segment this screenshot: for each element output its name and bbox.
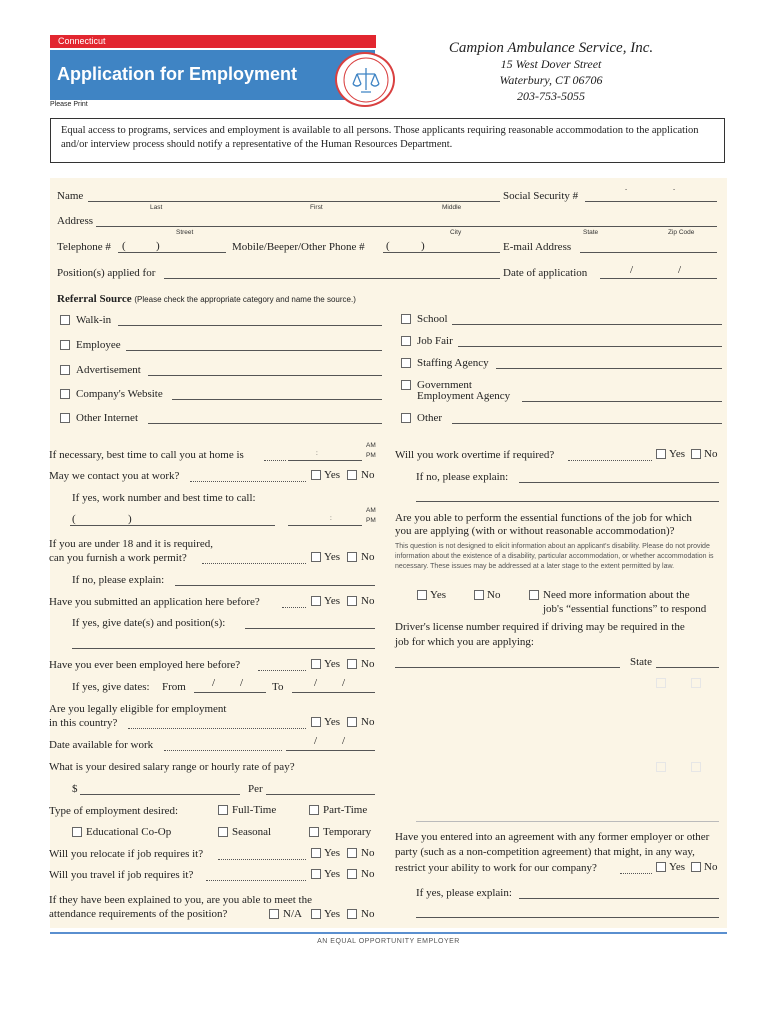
company-block [420,40,682,104]
agreement-yes-checkbox[interactable] [656,862,666,872]
mob-paren-open: ( [386,240,390,252]
faded-field[interactable] [416,821,719,822]
tel-paren-open: ( [122,240,126,252]
other-internet-field[interactable] [148,423,382,424]
need-info-label-a: Need more information about the [543,589,690,601]
dollar-sign: $ [72,783,78,795]
company-street: 15 West Dover Street [500,57,602,71]
dot-leader [164,750,282,751]
attendance-label-a: If they have been explained to you, are you able to meet the [49,894,312,906]
equal-access-notice: Equal access to programs, services and employment is available to all persons. Those applicants requiring reasonable accommodation to the application and/or interview process should notify a representative of the Human Resources Department. [50,118,725,163]
other-label: Other [417,412,443,424]
license-state-field[interactable] [656,667,719,668]
salary-field[interactable] [80,794,240,795]
dot-leader [568,460,652,461]
overtime-explain-field-2[interactable] [416,501,719,502]
submitted-dates-field[interactable] [245,628,375,629]
walkin-checkbox[interactable] [60,315,70,325]
referral-hint: (Please check the appropriate category and name the source.) [134,295,356,304]
to-slash-1: / [314,677,318,689]
dot-leader [258,670,306,671]
last-sublabel: Last [150,204,163,211]
travel-no-checkbox[interactable] [347,869,357,879]
work-paren-open: ( [72,513,76,525]
from-date-field[interactable] [194,692,266,693]
legally-yes-checkbox[interactable] [311,717,321,727]
city-sublabel: City [450,229,462,236]
zip-sublabel: Zip Code [668,229,695,236]
best-time-pm: PM [366,452,376,459]
legally-no-checkbox[interactable] [347,717,357,727]
name-field[interactable] [88,201,500,202]
yes-label: Yes [324,658,341,670]
license-number-field[interactable] [395,667,620,668]
mobile-label: Mobile/Beeper/Other Phone # [232,241,365,253]
government-checkbox[interactable] [401,380,411,390]
date-app-label: Date of application [503,267,588,279]
dot-leader [282,607,306,608]
work-time-colon: : [330,515,332,522]
school-checkbox[interactable] [401,314,411,324]
need-info-label-b: job's “essential functions” to respond [543,603,707,615]
yes-label: Yes [324,908,341,920]
employed-no-checkbox[interactable] [347,659,357,669]
attendance-label-b: attendance requirements of the position? [49,908,228,920]
agreement-explain-field[interactable] [519,898,719,899]
submitted-before-label: Have you submitted an application here before? [49,596,260,608]
fulltime-checkbox[interactable] [218,805,228,815]
submitted-dates-field-2[interactable] [72,648,375,649]
staffing-label: Staffing Agency [417,357,489,369]
essential-label-a: Are you able to perform the essential functions of the job for which [395,512,692,524]
under18-label-b: can you furnish a work permit? [49,552,187,564]
company-phone: 203-753-5055 [517,89,585,103]
permit-yes-checkbox[interactable] [311,552,321,562]
walkin-field[interactable] [118,325,382,326]
date-app-field[interactable] [600,278,717,279]
work-time-pm: PM [366,517,376,524]
license-label-a: Driver's license number required if driving may be required in the [395,621,685,633]
best-time-field[interactable] [288,460,362,461]
no-label: No [361,658,375,670]
yes-label: Yes [324,716,341,728]
company-city: Waterbury, CT 06706 [499,73,603,87]
essential-no-checkbox[interactable] [474,590,484,600]
work-time-field[interactable] [288,525,362,526]
no-label: No [704,861,718,873]
disability-disclaimer: This question is not designed to elicit information about an applicant's disability. Please do not provide information about the existence of a disability, particular accommodation, or whether accommodation is necessary. These issues may be addressed at a later stage to the extent permitted by law. [395,543,714,570]
other-checkbox[interactable] [401,413,411,423]
from-slash-1: / [212,677,216,689]
per-field[interactable] [266,794,375,795]
agreement-explain-field-2[interactable] [416,917,719,918]
eoe-footer: AN EQUAL OPPORTUNITY EMPLOYER [317,938,460,945]
telephone-label: Telephone # [57,241,111,253]
submitted-yes-checkbox[interactable] [311,596,321,606]
na-label: N/A [283,908,302,920]
school-label: School [417,313,448,325]
footer-rule [50,932,727,934]
overtime-label: Will you work overtime if required? [395,449,555,461]
no-label: No [704,448,718,460]
email-field[interactable] [580,252,717,253]
dot-leader [202,563,306,564]
no-label: No [361,469,375,481]
positions-field[interactable] [164,278,500,279]
agreement-label-b: party (such as a non-competition agreement) that might, in any way, [395,846,695,858]
mob-paren-close: ) [421,240,425,252]
contact-work-no-checkbox[interactable] [347,470,357,480]
name-label: Name [57,190,84,202]
positions-label: Position(s) applied for [57,267,156,279]
from-label: From [162,681,186,693]
no-label: No [361,868,375,880]
government-field[interactable] [522,401,722,402]
coop-label: Educational Co-Op [86,826,172,838]
faded-checkbox [656,678,666,688]
dot-leader [620,873,652,874]
submitted-dates-label: If yes, give date(s) and position(s): [72,617,226,629]
faded-section [395,676,720,796]
fulltime-label: Full-Time [232,804,277,816]
ssn-dash-1: - [625,186,628,193]
agreement-explain-label: If yes, please explain: [416,887,512,899]
telephone-field[interactable] [118,252,226,253]
salary-label: What is your desired salary range or hourly rate of pay? [49,761,295,773]
travel-label: Will you travel if job requires it? [49,869,194,881]
overtime-no-checkbox[interactable] [691,449,701,459]
advertisement-label: Advertisement [76,364,141,376]
relocate-label: Will you relocate if job requires it? [49,848,204,860]
contact-work-yes-checkbox[interactable] [311,470,321,480]
staffing-field[interactable] [496,368,722,369]
address-field[interactable] [96,226,717,227]
yes-label: Yes [669,448,686,460]
legally-label-b: in this country? [49,717,118,729]
school-field[interactable] [452,324,722,325]
best-time-colon: : [316,450,318,457]
referral-heading [57,293,356,306]
license-state-label: State [630,656,652,668]
need-info-checkbox[interactable] [529,590,539,600]
faded-checkbox [691,762,701,772]
employed-before-label: Have you ever been employed here before? [49,659,241,671]
dot-leader [128,728,306,729]
no-label: No [361,551,375,563]
jobfair-field[interactable] [458,346,722,347]
attend-yes-checkbox[interactable] [311,909,321,919]
agreement-no-checkbox[interactable] [691,862,701,872]
to-slash-2: / [342,677,346,689]
no-label: No [361,847,375,859]
permit-no-checkbox[interactable] [347,552,357,562]
dot-leader [206,880,306,881]
relocate-yes-checkbox[interactable] [311,848,321,858]
overtime-explain-field[interactable] [519,482,719,483]
agreement-label-a: Have you entered into an agreement with any former employer or other [395,831,710,843]
street-sublabel: Street [176,229,194,236]
dot-leader [218,859,306,860]
seasonal-label: Seasonal [232,826,272,838]
faded-checkbox [656,762,666,772]
government-label: Government [417,379,472,391]
jobfair-checkbox[interactable] [401,336,411,346]
walkin-label: Walk-in [76,314,112,326]
work-number-label: If yes, work number and best time to call: [72,492,256,504]
from-slash-2: / [240,677,244,689]
advertisement-checkbox[interactable] [60,365,70,375]
page-title: Application for Employment [57,64,298,84]
employment-agency-label: Employment Agency [417,390,511,402]
yes-label: Yes [324,847,341,859]
please-print-note: Please Print [50,101,88,108]
parttime-label: Part-Time [323,804,368,816]
work-paren-close: ) [128,513,132,525]
overtime-yes-checkbox[interactable] [656,449,666,459]
company-name: Campion Ambulance Service, Inc. [448,40,654,56]
date-available-label: Date available for work [49,739,154,751]
permit-explain-label: If no, please explain: [72,574,165,586]
other-internet-label: Other Internet [76,412,138,424]
yes-label: Yes [430,589,447,601]
license-label-b: job for which you are applying: [395,636,534,648]
contact-work-label: May we contact you at work? [49,470,180,482]
employee-field[interactable] [126,350,382,351]
yes-label: Yes [324,595,341,607]
overtime-explain-label: If no, please explain: [416,471,509,483]
attend-no-checkbox[interactable] [347,909,357,919]
submitted-no-checkbox[interactable] [347,596,357,606]
avail-slash-1: / [314,735,318,747]
best-time-label: If necessary, best time to call you at home is [49,449,244,461]
employed-dates-label: If yes, give dates: [72,681,150,693]
mobile-field[interactable] [383,252,500,253]
employee-checkbox[interactable] [60,340,70,350]
state-sublabel: State [583,229,599,236]
middle-sublabel: Middle [442,204,462,211]
relocate-no-checkbox[interactable] [347,848,357,858]
yes-label: Yes [324,868,341,880]
date-slash-1: / [630,264,634,276]
dot-leader [190,481,306,482]
to-label: To [272,681,284,693]
website-field[interactable] [172,399,382,400]
employed-yes-checkbox[interactable] [311,659,321,669]
no-label: No [361,716,375,728]
work-number-field[interactable] [70,525,275,526]
no-label: No [361,908,375,920]
employee-label: Employee [76,339,121,351]
ssn-dash-2: - [673,186,676,193]
attorney-seal-icon [335,52,395,107]
essential-label-b: you are applying (with or without reasonable accommodation)? [395,525,675,537]
seasonal-checkbox[interactable] [218,827,228,837]
email-label: E-mail Address [503,241,572,253]
agreement-label-c: restrict your ability to work for our company? [395,862,597,874]
yes-label: Yes [324,469,341,481]
ssn-label: Social Security # [503,190,579,202]
tel-paren-close: ) [156,240,160,252]
jobfair-label: Job Fair [417,335,453,347]
staffing-checkbox[interactable] [401,358,411,368]
ssn-field[interactable] [585,201,717,202]
coop-checkbox[interactable] [72,827,82,837]
work-time-am: AM [366,507,376,514]
yes-label: Yes [324,551,341,563]
referral-title: Referral Source [57,293,132,305]
no-label: No [487,589,501,601]
parttime-checkbox[interactable] [309,805,319,815]
attend-na-checkbox[interactable] [269,909,279,919]
other-field[interactable] [452,423,722,424]
faded-checkbox [691,678,701,688]
website-label: Company's Website [76,388,163,400]
permit-explain-field[interactable] [175,585,375,586]
address-label: Address [57,215,94,227]
temporary-checkbox[interactable] [309,827,319,837]
essential-yes-checkbox[interactable] [417,590,427,600]
per-label: Per [248,783,263,795]
date-available-field[interactable] [286,750,375,751]
under18-label-a: If you are under 18 and it is required, [49,538,214,550]
dot-leader [264,460,286,461]
no-label: No [361,595,375,607]
other-internet-checkbox[interactable] [60,413,70,423]
travel-yes-checkbox[interactable] [311,869,321,879]
avail-slash-2: / [342,735,346,747]
yes-label: Yes [669,861,686,873]
type-emp-label: Type of employment desired: [49,805,179,817]
temporary-label: Temporary [323,826,372,838]
advertisement-field[interactable] [148,375,382,376]
state-tag: Connecticut [50,35,376,48]
website-checkbox[interactable] [60,389,70,399]
first-sublabel: First [310,204,323,211]
legally-label-a: Are you legally eligible for employment [49,703,227,715]
best-time-am: AM [366,442,376,449]
to-date-field[interactable] [292,692,375,693]
date-slash-2: / [678,264,682,276]
